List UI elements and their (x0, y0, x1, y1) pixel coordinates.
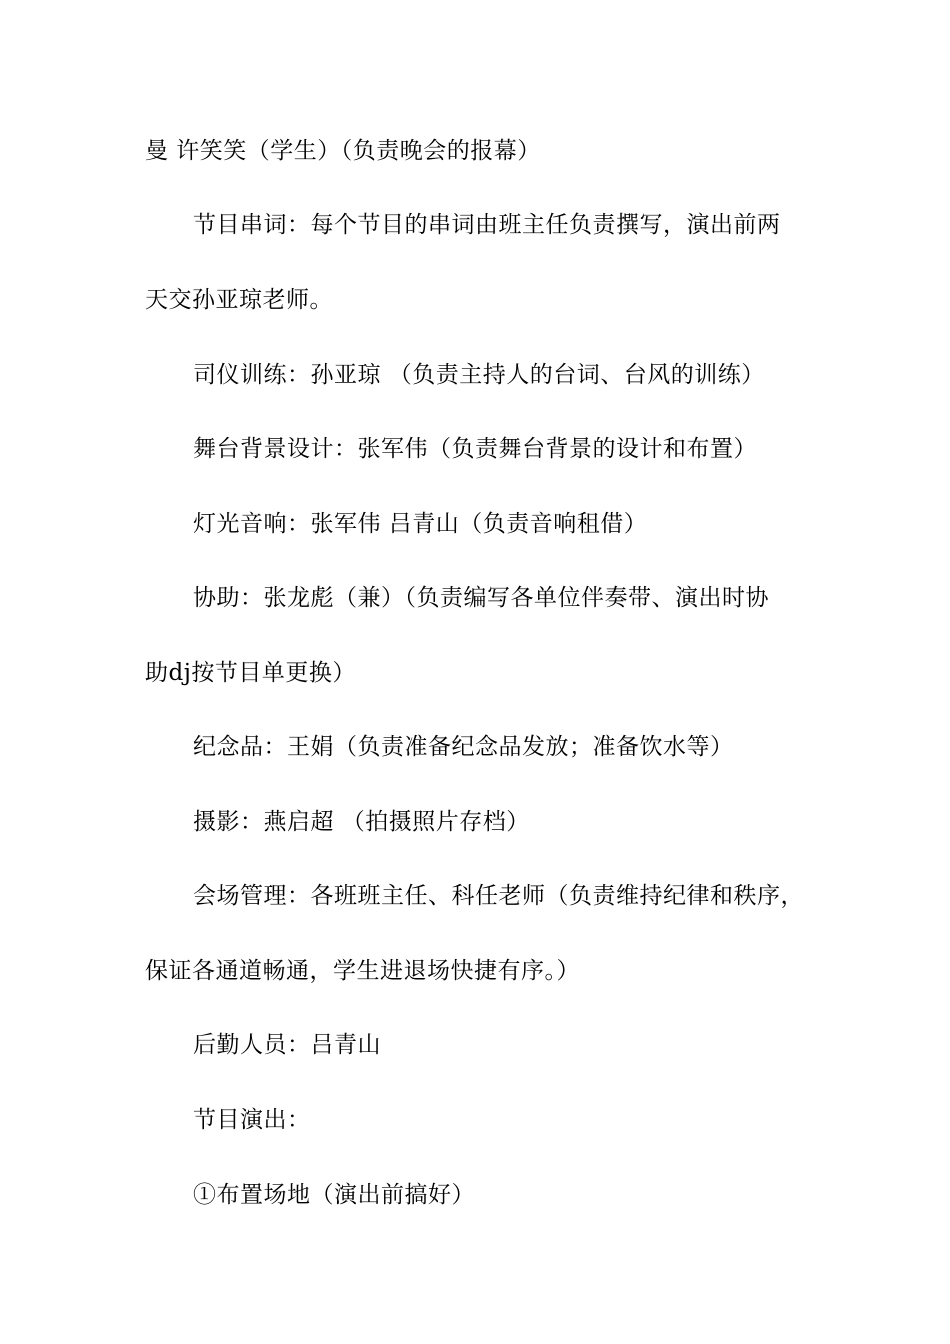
paragraph-venue-management: 会场管理：各班班主任、科任老师（负责维持纪律和秩序， (193, 883, 804, 909)
paragraph-mc-training: 司仪训练：孙亚琼 （负责主持人的台词、台风的训练） (193, 362, 765, 388)
text-line: 曼 许笑笑（学生）（负责晚会的报幕） (145, 138, 541, 164)
text-line: 保证各通道畅通，学生进退场快捷有序。） (145, 958, 580, 984)
paragraph-stage-design: 舞台背景设计：张军伟（负责舞台背景的设计和布置） (193, 436, 757, 462)
paragraph-assistance: 协助：张龙彪（兼）（负责编写各单位伴奏带、演出时协 (193, 585, 769, 611)
paragraph-logistics: 后勤人员：吕青山 (193, 1032, 381, 1058)
text-line: 助dj按节目单更换） (145, 660, 356, 686)
paragraph-photography: 摄影：燕启超 （拍摄照片存档） (193, 809, 530, 835)
paragraph-souvenirs: 纪念品：王娟（负责准备纪念品发放；准备饮水等） (193, 734, 734, 760)
text-line: 天交孙亚琼老师。 (145, 287, 333, 313)
paragraph-performance: 节目演出： (193, 1107, 311, 1133)
paragraph-lighting-sound: 灯光音响：张军伟 吕青山（负责音响租借） (193, 511, 648, 537)
list-item-setup: ①布置场地（演出前搞好） (193, 1182, 475, 1208)
paragraph-script: 节目串词：每个节目的串词由班主任负责撰写，演出前两 (193, 212, 781, 238)
